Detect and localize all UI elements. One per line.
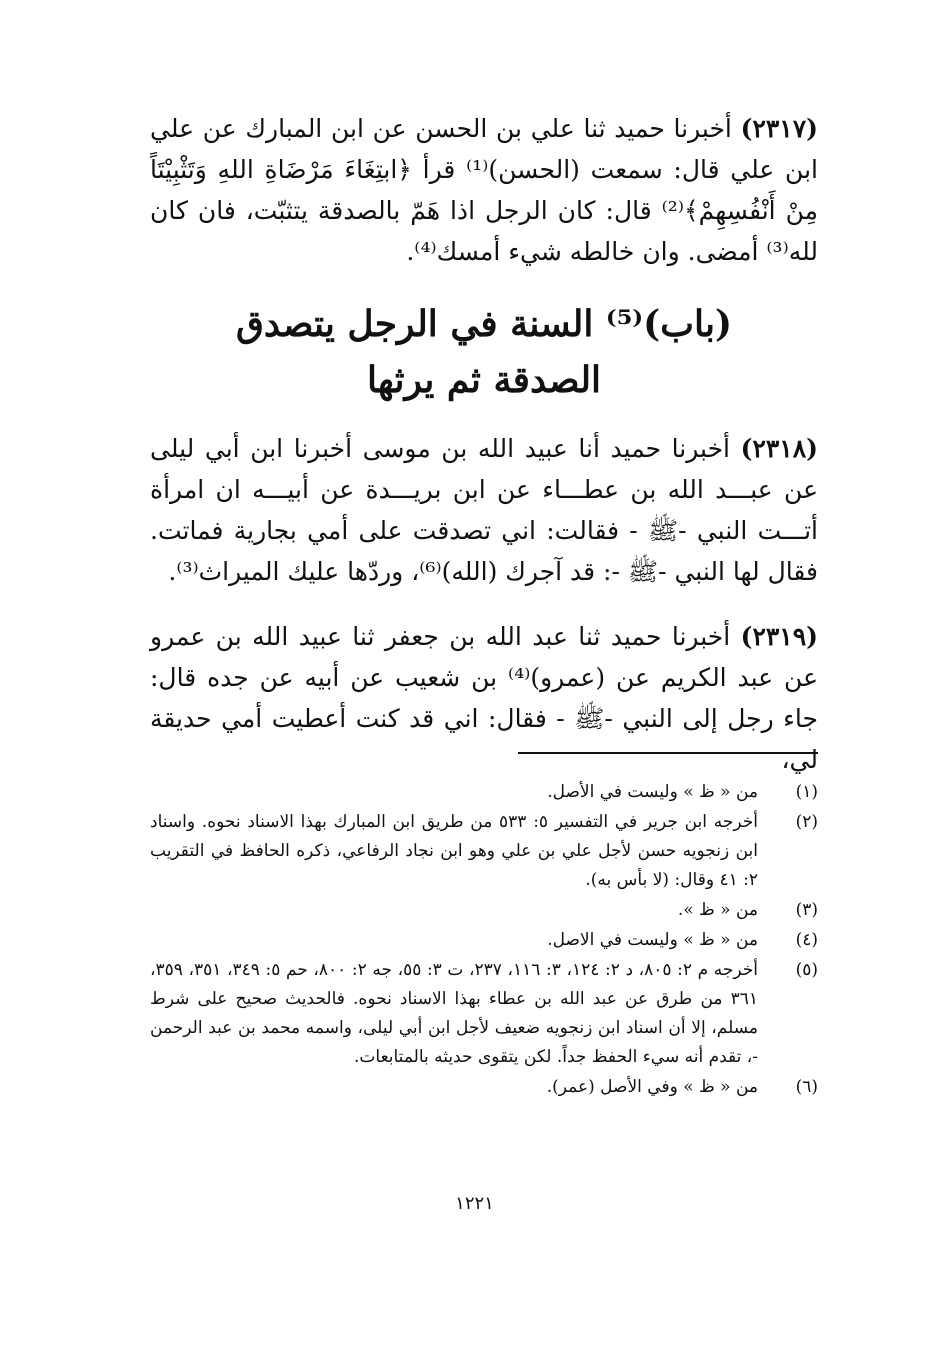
footnote-number: (٥) bbox=[795, 960, 818, 980]
footnote-text: من « ظ ». bbox=[677, 900, 758, 920]
footnote-number: (٦) bbox=[795, 1077, 818, 1097]
footnotes bbox=[150, 778, 818, 1103]
chapter-heading-line-2: الصدقة ثم يرثها bbox=[366, 359, 602, 401]
footnote bbox=[150, 808, 818, 895]
footnote-text: من « ظ » وفي الأصل (عمر). bbox=[546, 1077, 758, 1097]
footnote bbox=[150, 778, 818, 807]
chapter-heading bbox=[150, 296, 818, 408]
footnote bbox=[150, 956, 818, 1072]
footnote bbox=[150, 926, 818, 955]
hadith-2319 bbox=[150, 616, 818, 780]
footnote-separator bbox=[518, 752, 818, 754]
page-number: ١٢٢١ bbox=[455, 1193, 494, 1214]
hadith-number: (٢٣١٩) bbox=[740, 622, 819, 651]
hadith-text: أخبرنا حميد ثنا عبد الله بن جعفر ثنا عبيد الله بن عمرو عن عبد الكريم عن (عمرو)⁽⁴⁾ بن شعيب عن أبيه عن جده قال: جاء رجل إلى النبي -ﷺ - فقال: اني قد كنت أعطيت أمي حديقة لي، bbox=[150, 622, 818, 774]
footnote-number: (٣) bbox=[795, 900, 818, 920]
footnote bbox=[150, 1073, 818, 1102]
footnote bbox=[150, 896, 818, 925]
footnote-number: (٢) bbox=[795, 812, 818, 832]
footnote-text: أخرجه م ٢: ٨٠٥، د ٢: ١٢٤، ٣: ١١٦، ٢٣٧، ت ٣: ٥٥، جه ٢: ٨٠٠، حم ٥: ٣٤٩، ٣٥١، ٣٥٩، ٣٦١ من طرق عن عبد الله بن عطاء بهذا الاسناد نحوه. فالحديث صحيح على شرط مسلم، إلا أن اسناد ابن زنجويه ضعيف لأجل ابن أبي ليلى، واسمه محمد بن عبد الرحمن -، تقدم أنه سيء الحفظ جداً. لكن يتقوى حديثه بالمتابعات. bbox=[150, 960, 758, 1067]
footnote-text: أخرجه ابن جرير في التفسير ٥: ٥٣٣ من طريق ابن المبارك بهذا الاسناد نحوه. واسناد ابن زنجويه حسن لأجل علي بن علي وهو ابن نجاد الرفاعي، ذكره الحافظ في التقريب ٢: ٤١ وقال: (لا بأس به). bbox=[150, 812, 758, 890]
footnote-number: (١) bbox=[795, 782, 818, 802]
hadith-text: أخبرنا حميد أنا عبيد الله بن موسى أخبرنا ابن أبي ليلى عن عبـــد الله بن عطـــاء عن ابن بريـــدة عن أبيـــه ان امرأة أتـــت النبي -ﷺ - فقالت: اني تصدقت على أمي بجارية فماتت. فقال لها النبي -ﷺ -: قد آجرك (الله)⁽⁶⁾، وردّها عليك الميراث⁽³⁾. bbox=[150, 434, 818, 586]
hadith-2317 bbox=[150, 108, 818, 272]
footnote-number: (٤) bbox=[795, 930, 818, 950]
footnote-text: من « ظ » وليست في الاصل. bbox=[547, 930, 758, 950]
main-text bbox=[150, 108, 818, 804]
hadith-number: (٢٣١٨) bbox=[740, 434, 818, 463]
hadith-number: (٢٣١٧) bbox=[740, 114, 818, 143]
chapter-heading-line-1: (باب)⁽⁵⁾ السنة في الرجل يتصدق bbox=[235, 303, 733, 345]
hadith-text: أخبرنا حميد ثنا علي بن الحسن عن ابن المبارك عن علي ابن علي قال: سمعت (الحسن)⁽¹⁾ قرأ ﴿ابتِغَاءَ مَرْضَاةِ اللهِ وَتَثْبِيْتَاً مِنْ أَنْفُسِهِمْ﴾⁽²⁾ قال: كان الرجل اذا هَمّ بالصدقة يتثبّت، فان كان لله⁽³⁾ أمضى. وان خالطه شيء أمسك⁽⁴⁾. bbox=[150, 114, 818, 266]
footnote-text: من « ظ » وليست في الأصل. bbox=[547, 782, 758, 802]
hadith-2318 bbox=[150, 428, 818, 592]
